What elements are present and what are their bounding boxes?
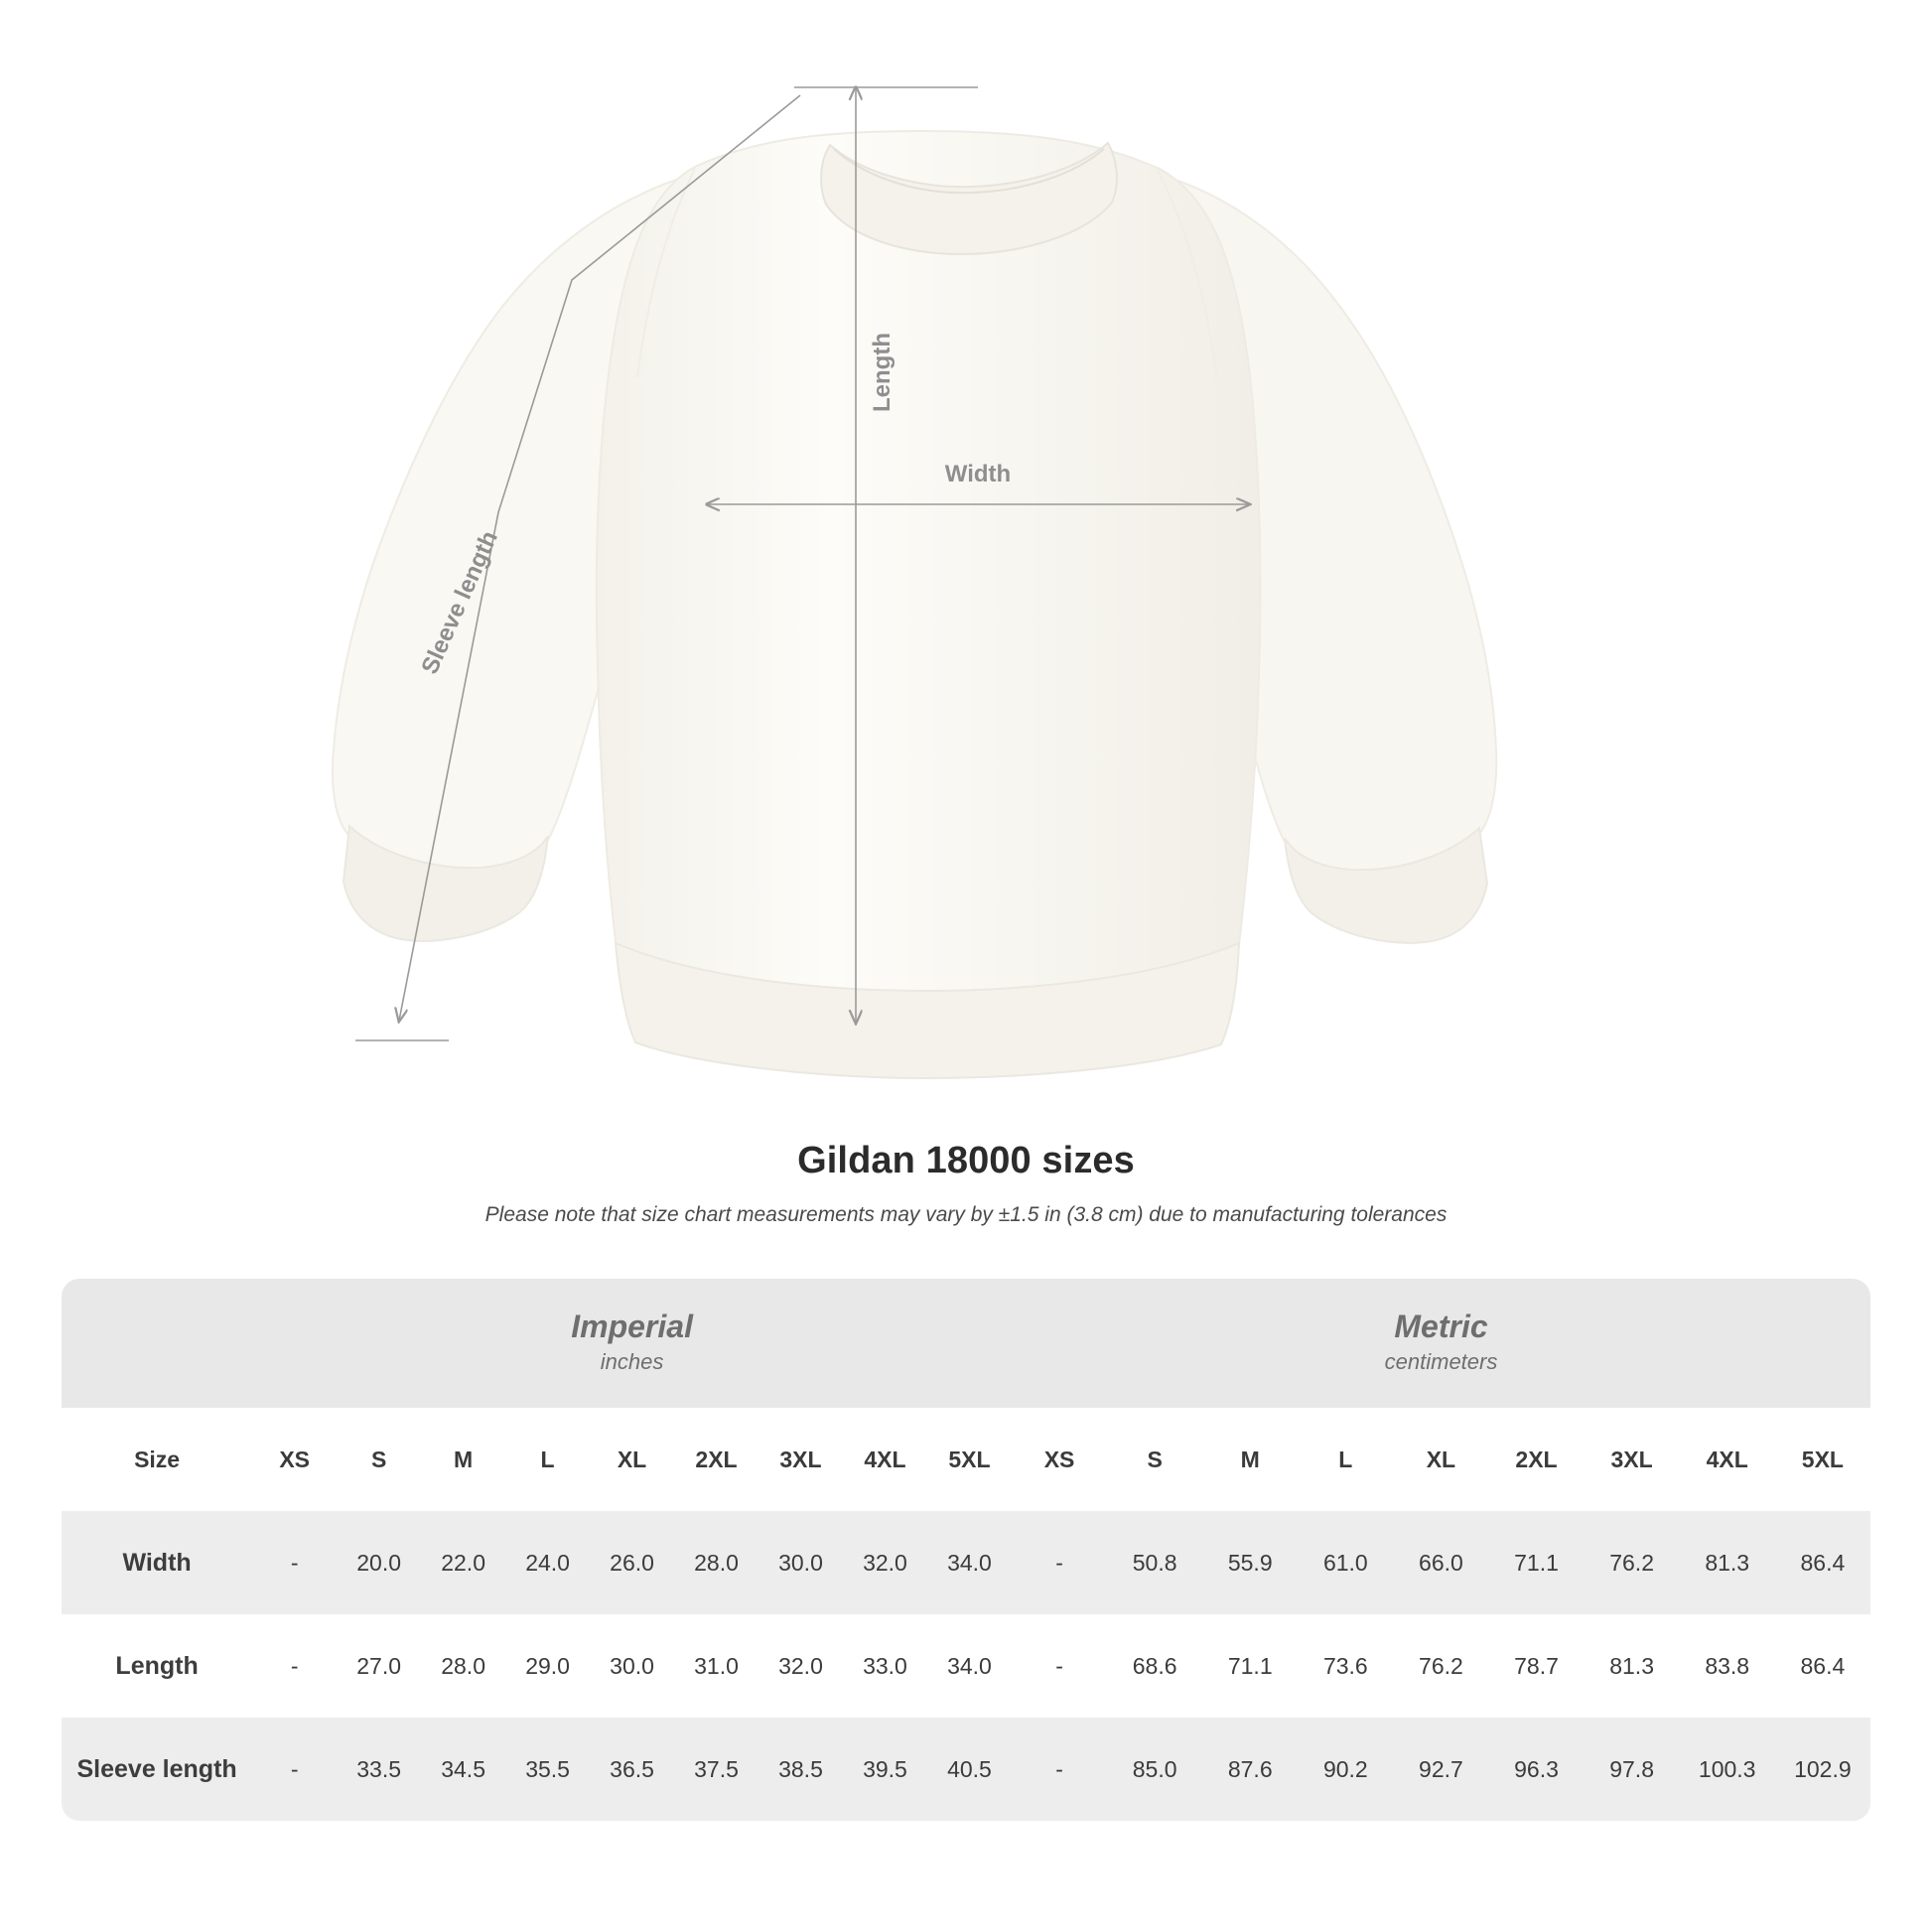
row-label-sleeve-length: Sleeve length xyxy=(62,1718,252,1821)
unit-header-row xyxy=(62,1279,1870,1408)
unit-title-imperial: Imperial xyxy=(571,1309,693,1345)
row-label-length: Length xyxy=(62,1614,252,1718)
sweatshirt-graphic xyxy=(333,131,1496,1078)
tolerance-note: Please note that size chart measurements may vary by ±1.5 in (3.8 cm) due to manufacturing tolerances xyxy=(484,1203,1448,1226)
size-header-imperial-4xl: 4XL xyxy=(843,1408,927,1511)
cell-width-metric-5xl: 86.4 xyxy=(1775,1511,1870,1614)
cell-width-metric-4xl: 81.3 xyxy=(1680,1511,1775,1614)
cell-length-imperial-3xl: 32.0 xyxy=(759,1614,843,1718)
cell-sleeve-metric-xs: - xyxy=(1012,1718,1107,1821)
cell-length-imperial-xl: 30.0 xyxy=(590,1614,674,1718)
size-header-imperial-s: S xyxy=(337,1408,421,1511)
cell-width-metric-s: 50.8 xyxy=(1107,1511,1202,1614)
cell-width-imperial-xl: 26.0 xyxy=(590,1511,674,1614)
cell-sleeve-imperial-4xl: 39.5 xyxy=(843,1718,927,1821)
size-header-metric-m: M xyxy=(1202,1408,1298,1511)
unit-sub-imperial: inches xyxy=(600,1348,664,1374)
page-title: Gildan 18000 sizes xyxy=(797,1140,1135,1181)
cell-sleeve-imperial-3xl: 38.5 xyxy=(759,1718,843,1821)
size-header-imperial-l: L xyxy=(505,1408,590,1511)
size-header-metric-4xl: 4XL xyxy=(1680,1408,1775,1511)
cell-width-imperial-4xl: 32.0 xyxy=(843,1511,927,1614)
cell-width-imperial-2xl: 28.0 xyxy=(674,1511,759,1614)
cell-length-metric-xs: - xyxy=(1012,1614,1107,1718)
cell-length-imperial-xs: - xyxy=(252,1614,337,1718)
length-label: Length xyxy=(869,333,896,412)
cell-length-imperial-m: 28.0 xyxy=(421,1614,505,1718)
cell-length-imperial-4xl: 33.0 xyxy=(843,1614,927,1718)
size-table xyxy=(62,1279,1870,1821)
cell-sleeve-metric-m: 87.6 xyxy=(1202,1718,1298,1821)
unit-header-metric xyxy=(1012,1279,1870,1408)
table-row xyxy=(62,1718,1870,1821)
unit-title-metric: Metric xyxy=(1394,1309,1488,1345)
size-header-imperial-xl: XL xyxy=(590,1408,674,1511)
size-header-metric-3xl: 3XL xyxy=(1585,1408,1680,1511)
row-label-width: Width xyxy=(62,1511,252,1614)
cell-width-metric-l: 61.0 xyxy=(1298,1511,1393,1614)
size-header-metric-5xl: 5XL xyxy=(1775,1408,1870,1511)
cell-sleeve-imperial-l: 35.5 xyxy=(505,1718,590,1821)
cell-length-metric-m: 71.1 xyxy=(1202,1614,1298,1718)
cell-width-metric-xs: - xyxy=(1012,1511,1107,1614)
cell-length-imperial-s: 27.0 xyxy=(337,1614,421,1718)
size-header-imperial-2xl: 2XL xyxy=(674,1408,759,1511)
cell-sleeve-imperial-s: 33.5 xyxy=(337,1718,421,1821)
unit-sub-metric: centimeters xyxy=(1384,1348,1498,1374)
size-header-row xyxy=(62,1408,1870,1511)
cell-width-imperial-s: 20.0 xyxy=(337,1511,421,1614)
cell-sleeve-imperial-xl: 36.5 xyxy=(590,1718,674,1821)
cell-width-metric-2xl: 71.1 xyxy=(1488,1511,1584,1614)
cell-length-metric-3xl: 81.3 xyxy=(1585,1614,1680,1718)
cell-sleeve-metric-3xl: 97.8 xyxy=(1585,1718,1680,1821)
size-header-imperial-m: M xyxy=(421,1408,505,1511)
cell-length-metric-4xl: 83.8 xyxy=(1680,1614,1775,1718)
cell-length-metric-5xl: 86.4 xyxy=(1775,1614,1870,1718)
cell-width-imperial-3xl: 30.0 xyxy=(759,1511,843,1614)
cell-sleeve-imperial-m: 34.5 xyxy=(421,1718,505,1821)
cell-sleeve-metric-5xl: 102.9 xyxy=(1775,1718,1870,1821)
cell-length-metric-2xl: 78.7 xyxy=(1488,1614,1584,1718)
cell-width-imperial-xs: - xyxy=(252,1511,337,1614)
cell-sleeve-metric-xl: 92.7 xyxy=(1393,1718,1488,1821)
unit-header-imperial xyxy=(252,1279,1012,1408)
size-header-imperial-3xl: 3XL xyxy=(759,1408,843,1511)
size-header-imperial-xs: XS xyxy=(252,1408,337,1511)
cell-sleeve-metric-l: 90.2 xyxy=(1298,1718,1393,1821)
table-row xyxy=(62,1614,1870,1718)
size-header-imperial-5xl: 5XL xyxy=(927,1408,1012,1511)
table-row xyxy=(62,1511,1870,1614)
size-table-container xyxy=(62,1279,1870,1821)
size-header-metric-l: L xyxy=(1298,1408,1393,1511)
cell-length-imperial-2xl: 31.0 xyxy=(674,1614,759,1718)
unit-header-spacer xyxy=(62,1279,252,1408)
cell-length-metric-l: 73.6 xyxy=(1298,1614,1393,1718)
size-header-metric-xs: XS xyxy=(1012,1408,1107,1511)
cell-sleeve-imperial-5xl: 40.5 xyxy=(927,1718,1012,1821)
cell-sleeve-metric-4xl: 100.3 xyxy=(1680,1718,1775,1821)
size-header-metric-s: S xyxy=(1107,1408,1202,1511)
cell-sleeve-imperial-xs: - xyxy=(252,1718,337,1821)
cell-width-metric-3xl: 76.2 xyxy=(1585,1511,1680,1614)
cell-sleeve-metric-s: 85.0 xyxy=(1107,1718,1202,1821)
cell-sleeve-metric-2xl: 96.3 xyxy=(1488,1718,1584,1821)
width-label: Width xyxy=(944,461,1012,487)
cell-sleeve-imperial-2xl: 37.5 xyxy=(674,1718,759,1821)
size-header-metric-xl: XL xyxy=(1393,1408,1488,1511)
cell-width-imperial-m: 22.0 xyxy=(421,1511,505,1614)
cell-length-imperial-5xl: 34.0 xyxy=(927,1614,1012,1718)
cell-width-imperial-l: 24.0 xyxy=(505,1511,590,1614)
cell-length-imperial-l: 29.0 xyxy=(505,1614,590,1718)
cell-width-metric-xl: 66.0 xyxy=(1393,1511,1488,1614)
size-header-label: Size xyxy=(62,1408,252,1511)
cell-length-metric-s: 68.6 xyxy=(1107,1614,1202,1718)
cell-length-metric-xl: 76.2 xyxy=(1393,1614,1488,1718)
size-header-metric-2xl: 2XL xyxy=(1488,1408,1584,1511)
cell-width-metric-m: 55.9 xyxy=(1202,1511,1298,1614)
cell-width-imperial-5xl: 34.0 xyxy=(927,1511,1012,1614)
sleeve-length-label: Sleeve length xyxy=(416,526,503,679)
